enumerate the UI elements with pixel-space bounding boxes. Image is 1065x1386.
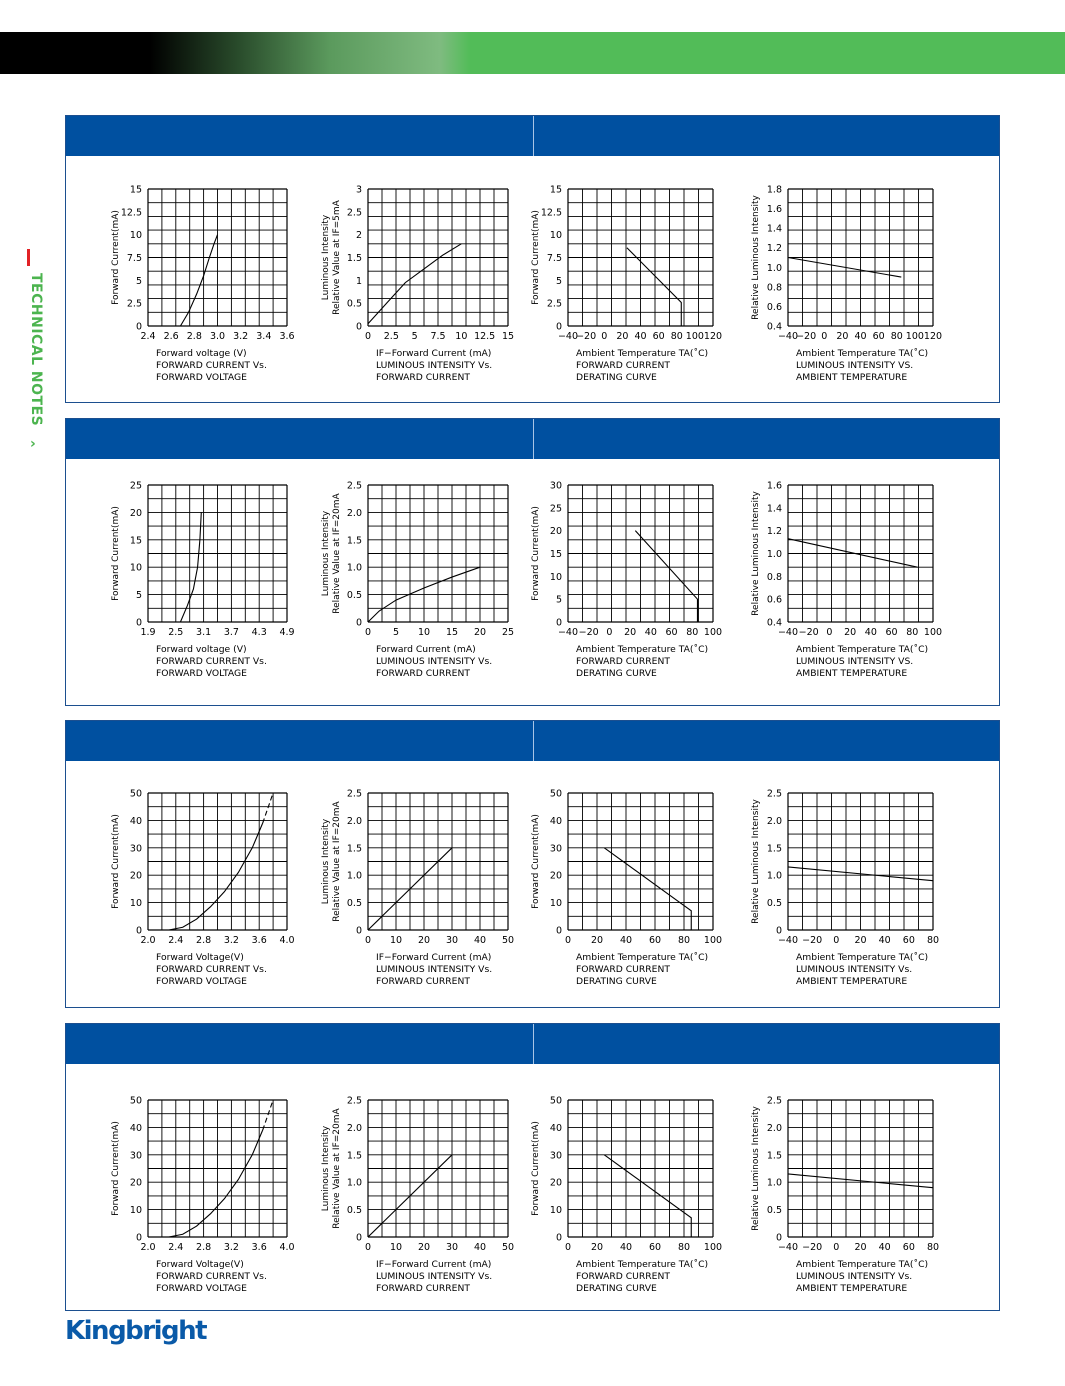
- x-tick-label: 3.2: [223, 935, 239, 946]
- x-tick-label: 20: [417, 1242, 431, 1253]
- y-tick-label: 0: [135, 617, 142, 629]
- chart-caption: FORWARD CURRENT: [576, 360, 670, 371]
- y-axis-label: Luminous Intensity: [321, 818, 331, 905]
- chart-panel-4: [65, 1023, 1000, 1311]
- x-tick-label: 80: [677, 1242, 691, 1253]
- x-tick-label: 3.4: [256, 331, 272, 342]
- chart-caption: DERATING CURVE: [576, 1283, 657, 1294]
- x-axis-label: Ambient Temperature TA(˚C): [576, 644, 709, 655]
- y-tick-label: 0.6: [766, 301, 782, 313]
- x-tick-label: 60: [885, 627, 898, 638]
- y-tick-label: 10: [549, 898, 562, 910]
- y-tick-label: 10: [549, 230, 562, 242]
- x-tick-label: 3.2: [233, 331, 249, 342]
- y-tick-label: 0.8: [766, 571, 782, 583]
- x-tick-label: 20: [836, 331, 849, 342]
- x-tick-label: 3.0: [209, 331, 226, 342]
- x-tick-label: 40: [864, 627, 877, 638]
- x-tick-label: −20: [798, 627, 819, 638]
- y-tick-label: 0.5: [346, 590, 362, 602]
- top-banner: [0, 32, 1065, 74]
- x-tick-label: 10: [389, 935, 403, 946]
- x-tick-label: 40: [473, 935, 487, 946]
- y-tick-label: 2.5: [546, 298, 562, 310]
- y-tick-label: 5: [555, 594, 562, 606]
- x-tick-label: 2.4: [168, 935, 184, 946]
- y-tick-label: 25: [549, 503, 562, 515]
- chart-caption: FORWARD CURRENT: [576, 656, 670, 667]
- x-tick-label: 3.6: [251, 935, 267, 946]
- x-tick-label: 20: [854, 935, 867, 946]
- x-tick-label: 80: [890, 331, 903, 342]
- x-tick-label: 40: [878, 935, 891, 946]
- x-tick-label: −20: [576, 331, 597, 342]
- y-axis-label: Relative Value at IF=20mA: [332, 1108, 342, 1229]
- y-axis-label: Forward Current(mA): [531, 506, 541, 601]
- y-tick-label: 1.0: [766, 870, 782, 882]
- x-axis-label: IF−Forward Current (mA): [376, 1259, 492, 1270]
- x-tick-label: −40: [777, 627, 799, 638]
- y-tick-label: 1.0: [766, 262, 782, 274]
- x-tick-label: 0: [364, 331, 372, 342]
- x-tick-label: 100: [703, 1242, 723, 1253]
- y-tick-label: 30: [549, 843, 562, 855]
- y-tick-label: 0: [355, 1232, 362, 1244]
- x-tick-label: 30: [445, 1242, 459, 1253]
- x-tick-label: 7.5: [430, 331, 446, 342]
- x-tick-label: 80: [926, 1242, 940, 1253]
- y-tick-label: 15: [129, 184, 142, 196]
- x-tick-label: 80: [686, 627, 699, 638]
- y-tick-label: 20: [129, 507, 142, 519]
- x-tick-label: 20: [854, 1242, 867, 1253]
- chart-caption: AMBIENT TEMPERATURE: [796, 1283, 908, 1294]
- y-tick-label: 5: [135, 590, 142, 602]
- y-tick-label: 1.0: [766, 1177, 782, 1189]
- chart-caption: LUMINOUS INTENSITY VS.: [796, 360, 914, 371]
- chart-caption: LUMINOUS INTENSITY VS.: [796, 656, 914, 667]
- y-tick-label: 1.0: [766, 549, 782, 560]
- y-tick-label: 0: [555, 617, 562, 629]
- y-tick-label: 1: [355, 275, 362, 287]
- chart-caption: DERATING CURVE: [576, 668, 657, 679]
- chart-caption: FORWARD CURRENT: [576, 1271, 670, 1282]
- chart-caption: LUMINOUS INTENSITY Vs.: [796, 964, 913, 975]
- x-tick-label: 20: [616, 331, 629, 342]
- x-tick-label: 0: [364, 627, 372, 638]
- x-axis-label: Ambient Temperature TA(˚C): [796, 348, 929, 359]
- x-tick-label: 10: [455, 331, 468, 342]
- y-tick-label: 0: [355, 321, 362, 333]
- chart-caption: FORWARD VOLTAGE: [156, 976, 247, 987]
- x-tick-label: 40: [619, 1242, 633, 1253]
- y-tick-label: 0: [775, 1232, 782, 1244]
- x-tick-label: 0: [564, 1242, 572, 1253]
- y-tick-label: 5: [135, 275, 142, 287]
- x-tick-label: 4.9: [279, 627, 295, 638]
- x-tick-label: 2.4: [140, 331, 156, 342]
- x-tick-label: −20: [796, 331, 817, 342]
- chart-panel-3: [65, 720, 1000, 1008]
- x-tick-label: 3.7: [223, 627, 239, 638]
- y-tick-label: 0: [555, 925, 562, 937]
- x-tick-label: 25: [501, 627, 515, 638]
- x-tick-label: 10: [389, 1242, 403, 1253]
- x-tick-label: 5: [392, 627, 400, 638]
- panel-header: [66, 1024, 999, 1064]
- x-tick-label: 0: [364, 1242, 372, 1253]
- y-tick-label: 10: [129, 1205, 142, 1217]
- y-tick-label: 10: [549, 571, 562, 583]
- y-axis-label: Forward Current(mA): [531, 1121, 541, 1216]
- y-tick-label: 10: [129, 562, 142, 574]
- side-tab-label: TECHNICAL NOTES: [28, 273, 44, 427]
- y-axis-label: Luminous Intensity: [321, 510, 331, 597]
- y-tick-label: 1.0: [346, 1177, 362, 1189]
- y-tick-label: 15: [549, 184, 562, 196]
- x-tick-label: 80: [926, 935, 940, 946]
- x-tick-label: 120: [923, 331, 943, 342]
- y-tick-label: 20: [129, 1177, 142, 1189]
- y-tick-label: 50: [129, 788, 142, 800]
- x-tick-label: 15: [445, 627, 459, 638]
- y-axis-label: Forward Current(mA): [111, 1121, 121, 1216]
- y-tick-label: 30: [549, 1150, 562, 1162]
- x-tick-label: −40: [777, 331, 799, 342]
- x-axis-label: Forward Voltage(V): [156, 952, 244, 963]
- x-tick-label: 100: [923, 627, 943, 638]
- x-tick-label: 0: [826, 627, 833, 638]
- x-tick-label: 100: [703, 627, 723, 638]
- y-tick-label: 1.5: [346, 253, 362, 264]
- x-tick-label: 3.6: [279, 331, 295, 342]
- x-tick-label: 100: [685, 331, 704, 342]
- y-tick-label: 2.5: [346, 788, 362, 800]
- x-tick-label: 20: [844, 627, 857, 638]
- x-tick-label: 40: [644, 627, 657, 638]
- x-tick-label: −20: [802, 935, 823, 946]
- x-tick-label: 4.0: [279, 935, 295, 946]
- x-tick-label: −20: [578, 627, 599, 638]
- chart-caption: FORWARD VOLTAGE: [156, 668, 247, 679]
- chart-caption: FORWARD CURRENT Vs.: [156, 1271, 267, 1282]
- y-tick-label: 1.8: [766, 184, 782, 196]
- y-tick-label: 10: [129, 898, 142, 910]
- y-tick-label: 0.5: [766, 898, 782, 910]
- x-tick-label: 40: [634, 331, 647, 342]
- x-tick-label: 2.4: [168, 1242, 184, 1253]
- y-tick-label: 50: [549, 788, 562, 800]
- y-tick-label: 2.0: [346, 507, 362, 519]
- x-tick-label: 5: [411, 331, 418, 342]
- x-tick-label: 3.1: [196, 627, 212, 638]
- x-tick-label: 10: [417, 627, 431, 638]
- x-tick-label: 4.3: [251, 627, 267, 638]
- x-tick-label: 2.5: [383, 331, 399, 342]
- x-tick-label: 12.5: [474, 331, 496, 342]
- y-tick-label: 0: [555, 1232, 562, 1244]
- x-axis-label: IF−Forward Current (mA): [376, 348, 492, 359]
- y-tick-label: 0.5: [346, 898, 362, 910]
- y-tick-label: 1.6: [766, 204, 782, 216]
- x-tick-label: −40: [557, 627, 579, 638]
- chart-caption: FORWARD CURRENT: [576, 964, 670, 975]
- chart-caption: FORWARD CURRENT: [376, 668, 470, 679]
- x-tick-label: 2.5: [168, 627, 184, 638]
- chart-caption: FORWARD CURRENT: [376, 372, 470, 383]
- chart-caption: FORWARD VOLTAGE: [156, 1283, 247, 1294]
- y-axis-label: Relative Luminous Intensity: [751, 799, 761, 924]
- y-axis-label: Relative Value at IF=20mA: [332, 493, 342, 614]
- x-tick-label: −40: [557, 331, 579, 342]
- y-tick-label: 2.5: [766, 1095, 782, 1107]
- x-tick-label: 20: [417, 935, 431, 946]
- y-tick-label: 0.5: [766, 1205, 782, 1217]
- chart-caption: FORWARD CURRENT: [376, 976, 470, 987]
- chart-caption: FORWARD CURRENT Vs.: [156, 360, 267, 371]
- y-tick-label: 40: [129, 815, 142, 827]
- y-axis-label: Relative Luminous Intensity: [751, 491, 761, 616]
- y-tick-label: 20: [549, 526, 562, 538]
- x-tick-label: 2.8: [186, 331, 202, 342]
- y-tick-label: 2.0: [346, 815, 362, 827]
- chart-caption: AMBIENT TEMPERATURE: [796, 372, 908, 383]
- y-axis-label: Relative Value at IF=20mA: [332, 801, 342, 922]
- x-tick-label: −20: [802, 1242, 823, 1253]
- y-tick-label: 20: [549, 1177, 562, 1189]
- y-tick-label: 20: [549, 870, 562, 882]
- y-tick-label: 25: [129, 480, 142, 492]
- x-tick-label: 2.0: [140, 1242, 156, 1253]
- x-tick-label: 50: [501, 935, 515, 946]
- y-tick-label: 1.0: [346, 870, 362, 882]
- y-axis-label: Relative Luminous Intensity: [751, 1106, 761, 1231]
- y-tick-label: 50: [549, 1095, 562, 1107]
- chart-caption: FORWARD VOLTAGE: [156, 372, 247, 383]
- chart-caption: AMBIENT TEMPERATURE: [796, 668, 908, 679]
- x-tick-label: 50: [501, 1242, 515, 1253]
- y-tick-label: 20: [129, 870, 142, 882]
- y-tick-label: 1.2: [766, 526, 782, 538]
- chart-caption: DERATING CURVE: [576, 372, 657, 383]
- x-tick-label: 4.0: [279, 1242, 295, 1253]
- x-tick-label: −40: [777, 1242, 799, 1253]
- x-tick-label: 2.0: [140, 935, 156, 946]
- x-axis-label: Forward Voltage(V): [156, 1259, 244, 1270]
- chart-caption: LUMINOUS INTENSITY Vs.: [376, 1271, 493, 1282]
- y-tick-label: 2.5: [346, 207, 362, 219]
- x-tick-label: 60: [648, 935, 662, 946]
- y-axis-label: Relative Luminous Intensity: [751, 195, 761, 320]
- panel-header: [66, 721, 999, 761]
- y-tick-label: 2.0: [766, 815, 782, 827]
- y-tick-label: 0.4: [766, 321, 782, 333]
- x-axis-label: Ambient Temperature TA(˚C): [796, 644, 929, 655]
- y-tick-label: 0.4: [766, 617, 782, 629]
- y-tick-label: 2: [355, 230, 362, 242]
- chart-panel-2: [65, 418, 1000, 706]
- y-tick-label: 7.5: [546, 253, 562, 264]
- chevron-right-icon: ›: [30, 436, 36, 452]
- y-tick-label: 15: [129, 535, 142, 547]
- x-tick-label: 60: [648, 1242, 662, 1253]
- y-tick-label: 0: [135, 321, 142, 333]
- y-tick-label: 1.6: [766, 480, 782, 492]
- y-axis-label: Forward Current(mA): [111, 506, 121, 601]
- x-tick-label: 40: [473, 1242, 487, 1253]
- x-tick-label: 20: [590, 935, 604, 946]
- x-tick-label: 60: [902, 935, 915, 946]
- y-tick-label: 10: [549, 1205, 562, 1217]
- y-tick-label: 30: [129, 1150, 142, 1162]
- y-axis-label: Luminous Intensity: [321, 1125, 331, 1212]
- x-tick-label: 40: [854, 331, 867, 342]
- x-tick-label: 2.8: [196, 935, 212, 946]
- x-axis-label: Forward voltage (V): [156, 348, 247, 359]
- y-tick-label: 2.5: [346, 1095, 362, 1107]
- x-tick-label: 2.6: [163, 331, 179, 342]
- chart-caption: AMBIENT TEMPERATURE: [796, 976, 908, 987]
- x-tick-label: 3.2: [223, 1242, 239, 1253]
- x-axis-label: Ambient Temperature TA(˚C): [796, 952, 929, 963]
- y-tick-label: 0.5: [346, 1205, 362, 1217]
- x-axis-label: IF−Forward Current (mA): [376, 952, 492, 963]
- y-tick-label: 1.4: [766, 503, 782, 515]
- x-tick-label: 0: [821, 331, 828, 342]
- y-tick-label: 0: [135, 925, 142, 937]
- y-tick-label: 50: [129, 1095, 142, 1107]
- x-tick-label: 1.9: [140, 627, 156, 638]
- y-tick-label: 1.5: [346, 535, 362, 547]
- y-tick-label: 30: [129, 843, 142, 855]
- chart-caption: LUMINOUS INTENSITY Vs.: [376, 656, 493, 667]
- x-tick-label: 20: [624, 627, 637, 638]
- x-axis-label: Ambient Temperature TA(˚C): [796, 1259, 929, 1270]
- y-axis-label: Forward Current(mA): [531, 210, 541, 305]
- y-tick-label: 1.0: [346, 562, 362, 574]
- chart-caption: FORWARD CURRENT Vs.: [156, 964, 267, 975]
- x-tick-label: 40: [619, 935, 633, 946]
- y-tick-label: 1.5: [766, 1150, 782, 1162]
- y-tick-label: 0: [355, 617, 362, 629]
- y-tick-label: 3: [355, 184, 362, 196]
- chart-caption: LUMINOUS INTENSITY Vs.: [376, 360, 493, 371]
- y-tick-label: 1.2: [766, 243, 782, 255]
- y-axis-label: Forward Current(mA): [111, 814, 121, 909]
- y-tick-label: 10: [129, 230, 142, 242]
- y-tick-label: 0: [775, 925, 782, 937]
- panel-header: [66, 419, 999, 459]
- y-tick-label: 12.5: [540, 207, 562, 219]
- panel-header: [66, 116, 999, 156]
- x-tick-label: 80: [670, 331, 683, 342]
- y-tick-label: 0: [355, 925, 362, 937]
- kingbright-logo: Kingbright: [65, 1316, 207, 1346]
- x-tick-label: 100: [703, 935, 723, 946]
- y-tick-label: 12.5: [120, 207, 142, 219]
- chart-caption: DERATING CURVE: [576, 976, 657, 987]
- x-tick-label: 0: [564, 935, 572, 946]
- x-tick-label: 100: [905, 331, 924, 342]
- chart-caption: FORWARD CURRENT: [376, 1283, 470, 1294]
- x-tick-label: −40: [777, 935, 799, 946]
- chart-caption: LUMINOUS INTENSITY Vs.: [796, 1271, 913, 1282]
- x-tick-label: 120: [703, 331, 723, 342]
- y-tick-label: 7.5: [126, 253, 142, 264]
- x-tick-label: 0: [364, 935, 372, 946]
- y-tick-label: 1.4: [766, 223, 782, 235]
- x-axis-label: Ambient Temperature TA(˚C): [576, 348, 709, 359]
- chart-panel-1: [65, 115, 1000, 403]
- y-tick-label: 2.0: [346, 1122, 362, 1134]
- y-tick-label: 5: [555, 275, 562, 287]
- y-tick-label: 2.0: [766, 1122, 782, 1134]
- x-tick-label: 80: [677, 935, 691, 946]
- x-tick-label: 0: [601, 331, 608, 342]
- x-tick-label: 40: [878, 1242, 891, 1253]
- y-tick-label: 30: [549, 480, 562, 492]
- x-tick-label: 30: [445, 935, 459, 946]
- y-axis-label: Relative Value at IF=5mA: [332, 200, 342, 315]
- x-tick-label: 0: [833, 1242, 840, 1253]
- y-axis-label: Forward Current(mA): [531, 814, 541, 909]
- y-axis-label: Luminous Intensity: [321, 214, 331, 301]
- x-tick-label: 80: [906, 627, 919, 638]
- x-tick-label: 20: [590, 1242, 604, 1253]
- x-tick-label: 60: [652, 331, 665, 342]
- chart-caption: LUMINOUS INTENSITY Vs.: [376, 964, 493, 975]
- x-tick-label: 0: [606, 627, 613, 638]
- y-axis-label: Forward Current(mA): [111, 210, 121, 305]
- x-tick-label: 20: [473, 627, 487, 638]
- x-axis-label: Ambient Temperature TA(˚C): [576, 1259, 709, 1270]
- y-tick-label: 1.5: [346, 1150, 362, 1162]
- y-tick-label: 15: [549, 549, 562, 560]
- x-tick-label: 0: [833, 935, 840, 946]
- y-tick-label: 40: [549, 1122, 562, 1134]
- y-tick-label: 40: [129, 1122, 142, 1134]
- y-tick-label: 0.8: [766, 282, 782, 294]
- x-tick-label: 3.6: [251, 1242, 267, 1253]
- y-tick-label: 2.5: [126, 298, 142, 310]
- side-accent-line: [27, 249, 30, 266]
- y-tick-label: 1.5: [346, 843, 362, 855]
- y-tick-label: 1.5: [766, 843, 782, 855]
- y-tick-label: 0: [555, 321, 562, 333]
- y-tick-label: 2.5: [766, 788, 782, 800]
- x-tick-label: 60: [872, 331, 885, 342]
- y-tick-label: 2.5: [346, 480, 362, 492]
- y-tick-label: 0.5: [346, 298, 362, 310]
- y-tick-label: 0: [135, 1232, 142, 1244]
- chart-caption: FORWARD CURRENT Vs.: [156, 656, 267, 667]
- x-tick-label: 15: [501, 331, 515, 342]
- y-tick-label: 40: [549, 815, 562, 827]
- x-axis-label: Forward Current (mA): [376, 644, 476, 655]
- x-axis-label: Forward voltage (V): [156, 644, 247, 655]
- y-tick-label: 0.6: [766, 594, 782, 606]
- x-tick-label: 60: [665, 627, 678, 638]
- x-tick-label: 60: [902, 1242, 915, 1253]
- x-tick-label: 2.8: [196, 1242, 212, 1253]
- x-axis-label: Ambient Temperature TA(˚C): [576, 952, 709, 963]
